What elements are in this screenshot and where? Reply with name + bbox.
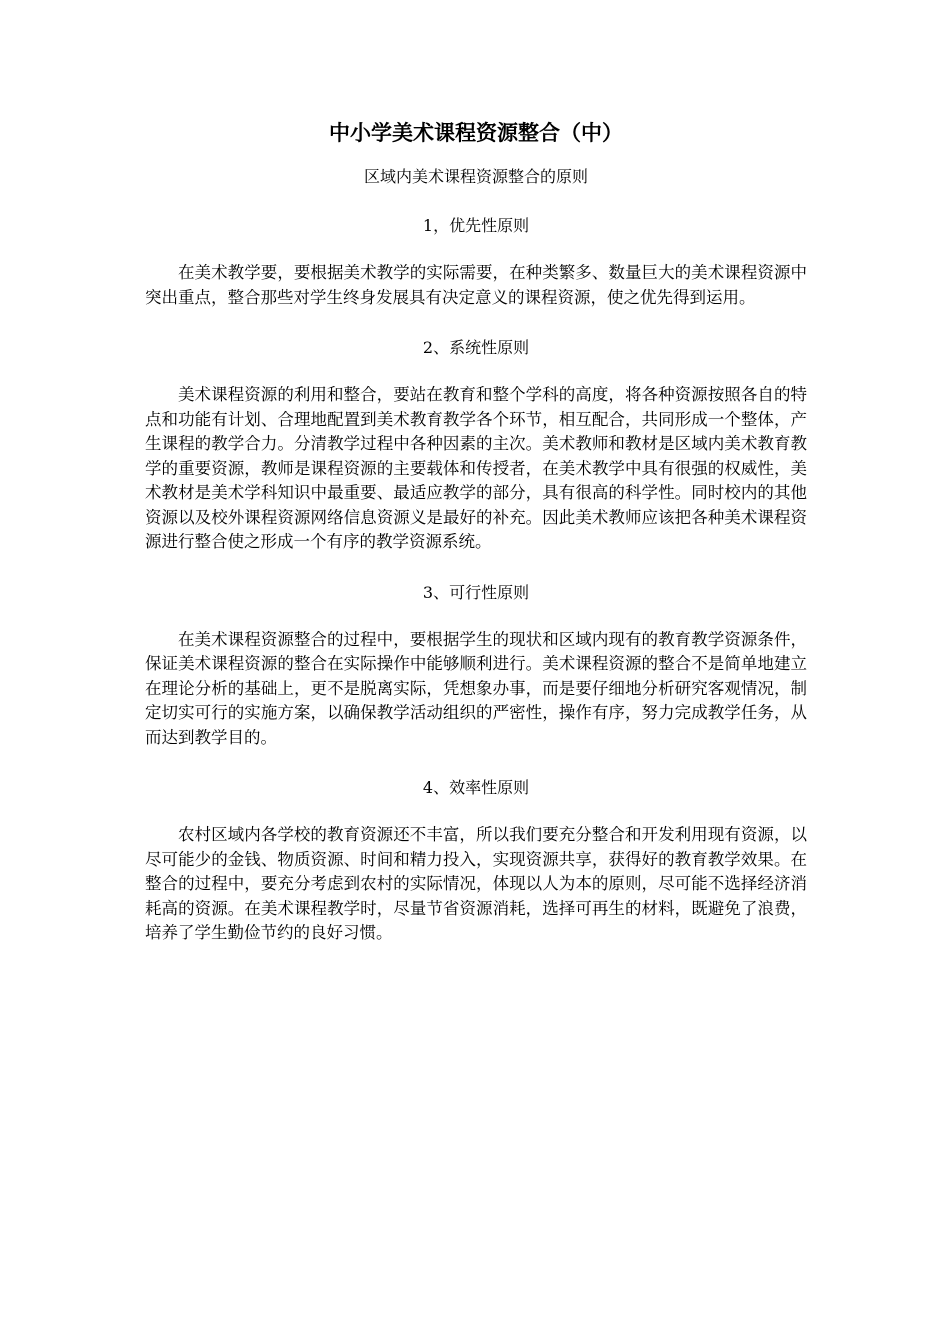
document-page: [145, 118, 807, 973]
section-heading-feasibility: 3、可行性原则: [422, 582, 530, 602]
section-body-efficiency: 农村区域内各学校的教育资源还不丰富，所以我们要充分整合和开发利用现有资源，以尽可能少的金钱、物质资源、时间和精力投入，实现资源共享，获得好的教育教学效果。在整合的过程中，要充分考虑到农村的实际情况，体现以人为本的原则，尽可能不选择经济消耗高的资源。在美术课程教学时，尽量节省资源消耗，选择可再生的材料，既避免了浪费，培养了学生勤俭节约的良好习惯。: [145, 825, 807, 942]
section-body-priority: 在美术教学要，要根据美术教学的实际需要，在种类繁多、数量巨大的美术课程资源中突出重点，整合那些对学生终身发展具有决定意义的课程资源，使之优先得到运用。: [145, 263, 807, 307]
document-subtitle: 区域内美术课程资源整合的原则: [363, 167, 588, 186]
document-title: 中小学美术课程资源整合（中）: [329, 121, 623, 145]
section-heading-efficiency: 4、效率性原则: [422, 778, 530, 797]
section-heading-priority: 1，优先性原则: [422, 216, 530, 235]
section-body-feasibility: 在美术课程资源整合的过程中，要根据学生的现状和区域内现有的教育教学资源条件，保证美术课程资源的整合在实际操作中能够顺利进行。美术课程资源的整合不是简单地建立在理论分析的基础上，更不是脱离实际，凭想象办事，而是要仔细地分析研究客观情况，制定切实可行的实施方案，以确保教学活动组织的严密性，操作有序，努力完成教学任务，从而达到教学目的。: [145, 629, 807, 747]
section-body-systematic: 美术课程资源的利用和整合，要站在教育和整个学科的高度，将各种资源按照各自的特点和功能有计划、合理地配置到美术教育教学各个环节，相互配合，共同形成一个整体，产生课程的教学合力。分清教学过程中各种因素的主次。美术教师和教材是区域内美术教育教学的重要资源，教师是课程资源的主要载体和传授者，在美术教学中具有很强的权威性，美术教材是美术学科知识中最重要、最适应教学的部分，具有很高的科学性。同时校内的其他资源以及校外课程资源网络信息资源义是最好的补充。因此美术教师应该把各种美术课程资源进行整合使之形成一个有序的教学资源系统。: [145, 385, 807, 551]
section-heading-systematic: 2、系统性原则: [422, 338, 530, 357]
